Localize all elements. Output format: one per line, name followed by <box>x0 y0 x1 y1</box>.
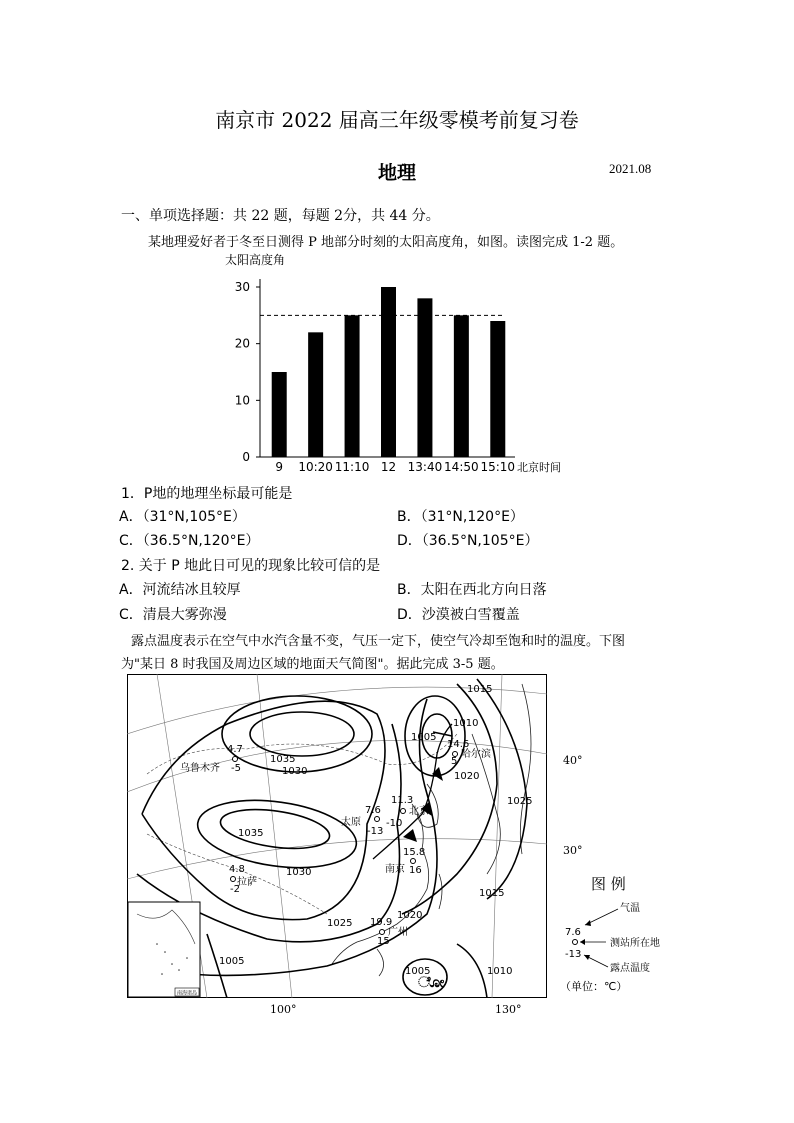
question-intro-1: 某地理爱好者于冬至日测得 P 地部分时刻的太阳高度角，如图。读图完成 1-2 题。 <box>148 235 624 250</box>
x-tick-label: 13:40 <box>407 460 443 474</box>
q1-option-a[interactable]: A．（31°N,105°E） <box>119 509 246 525</box>
q2-option-b[interactable]: B．太阳在西北方向日落 <box>397 582 547 598</box>
q1-stem: 1．P地的地理坐标最可能是 <box>121 486 293 502</box>
svg-text:-2: -2 <box>230 884 240 895</box>
svg-text:14.6: 14.6 <box>447 739 470 750</box>
svg-text:-13: -13 <box>367 826 384 837</box>
legend <box>560 895 700 1000</box>
svg-text:-5: -5 <box>231 763 241 774</box>
dewpoint-intro-line1: 露点温度表示在空气中水汽含量不变，气压一定下，使空气冷却至饱和时的温度。下图 <box>131 634 626 649</box>
bar-3 <box>381 287 396 457</box>
q2-stem: 2. 关于 P 地此日可见的现象比较可信的是 <box>121 558 381 574</box>
svg-text:拉萨: 拉萨 <box>237 877 257 888</box>
lon-label-100: 100° <box>270 1003 297 1016</box>
page-title: 南京市 2022 届高三年级零模考前复习卷 <box>215 108 579 132</box>
legend-sample-dew: -13 <box>565 949 582 960</box>
exam-date: 2021.08 <box>609 161 652 176</box>
y-axis-label: 太阳高度角 <box>225 253 286 267</box>
legend-dew-label: 露点温度 <box>610 963 650 974</box>
svg-text:5: 5 <box>451 756 458 767</box>
legend-unit: （单位：℃） <box>560 980 628 993</box>
bar-6 <box>490 321 505 457</box>
x-tick-label: 12 <box>380 460 397 474</box>
svg-text:哈尔滨: 哈尔滨 <box>461 749 491 760</box>
x-tick-label: 9 <box>275 460 284 474</box>
svg-text:1010: 1010 <box>453 718 479 729</box>
x-tick-label: 14:50 <box>444 460 479 474</box>
q2-option-c[interactable]: C．清晨大雾弥漫 <box>119 607 227 623</box>
svg-text:1005: 1005 <box>219 956 245 967</box>
y-tick-label: 30 <box>234 280 250 294</box>
svg-text:1010: 1010 <box>487 966 513 977</box>
svg-text:1005: 1005 <box>405 966 431 977</box>
svg-text:1015: 1015 <box>467 684 493 695</box>
lon-label-130: 130° <box>495 1003 522 1016</box>
q1-option-c[interactable]: C．（36.5°N,120°E） <box>119 533 260 549</box>
svg-text:7.6: 7.6 <box>365 805 381 816</box>
svg-text:1020: 1020 <box>454 771 480 782</box>
svg-text:1030: 1030 <box>286 867 312 878</box>
svg-text:南海诸岛: 南海诸岛 <box>177 990 198 997</box>
q2-option-a[interactable]: A．河流结冰且较厚 <box>119 582 241 598</box>
svg-text:1025: 1025 <box>327 918 353 929</box>
svg-text:4.7: 4.7 <box>227 744 243 755</box>
subject-heading: 地理 <box>377 162 416 184</box>
x-axis-label: 北京时间 <box>517 461 561 474</box>
q2-option-d[interactable]: D．沙漠被白雪覆盖 <box>397 607 520 623</box>
sun-angle-chart <box>200 252 580 480</box>
y-tick-label: 20 <box>234 336 250 351</box>
bar-0 <box>272 372 287 457</box>
weather-map <box>127 674 547 998</box>
svg-text:16: 16 <box>409 865 422 876</box>
bar-1 <box>308 332 323 457</box>
legend-title: 图 例 <box>591 875 626 893</box>
svg-text:15.8: 15.8 <box>403 847 426 858</box>
svg-text:1020: 1020 <box>397 910 423 921</box>
dewpoint-intro-line2: 为"某日 8 时我国及周边区域的地面天气简图"。据此完成 3-5 题。 <box>121 657 504 672</box>
y-tick-label: 10 <box>234 393 250 408</box>
q1-option-b[interactable]: B．（31°N,120°E） <box>397 509 524 525</box>
svg-text:19.9: 19.9 <box>370 917 393 928</box>
legend-sample-temp: 7.6 <box>565 927 581 938</box>
q1-option-d[interactable]: D．（36.5°N,105°E） <box>397 533 539 549</box>
svg-text:南京: 南京 <box>385 864 405 875</box>
svg-text:15: 15 <box>377 936 390 947</box>
lat-label-30: 30° <box>563 844 583 857</box>
y-tick-label: 0 <box>242 450 250 464</box>
svg-text:1030: 1030 <box>282 766 308 777</box>
svg-text:1025: 1025 <box>507 796 533 807</box>
bar-5 <box>454 315 469 457</box>
svg-text:4.8: 4.8 <box>229 864 245 875</box>
section-heading: 一、单项选择题：共 22 题，每题 2分，共 44 分。 <box>121 208 440 224</box>
south-china-sea-inset <box>128 902 200 997</box>
svg-text:-10: -10 <box>386 818 403 829</box>
legend-temp-label: 气温 <box>620 903 640 914</box>
svg-text:乌鲁木齐: 乌鲁木齐 <box>180 763 220 774</box>
svg-text:太原: 太原 <box>341 817 361 828</box>
svg-text:广州: 广州 <box>388 927 408 938</box>
svg-text:11.3: 11.3 <box>391 795 414 806</box>
bar-2 <box>345 315 360 457</box>
lat-label-40: 40° <box>563 754 583 767</box>
x-tick-label: 11:10 <box>334 460 370 474</box>
svg-text:1005: 1005 <box>411 732 437 743</box>
svg-text:ೋ: ೋ <box>418 973 445 991</box>
svg-text:北京: 北京 <box>409 806 429 817</box>
x-tick-label: 10:20 <box>298 460 333 474</box>
legend-station-label: 测站所在地 <box>610 938 660 949</box>
svg-text:1035: 1035 <box>238 828 264 839</box>
x-tick-label: 15:10 <box>480 460 516 474</box>
bar-4 <box>417 298 432 457</box>
svg-text:1035: 1035 <box>270 754 296 765</box>
svg-text:1015: 1015 <box>479 888 505 899</box>
